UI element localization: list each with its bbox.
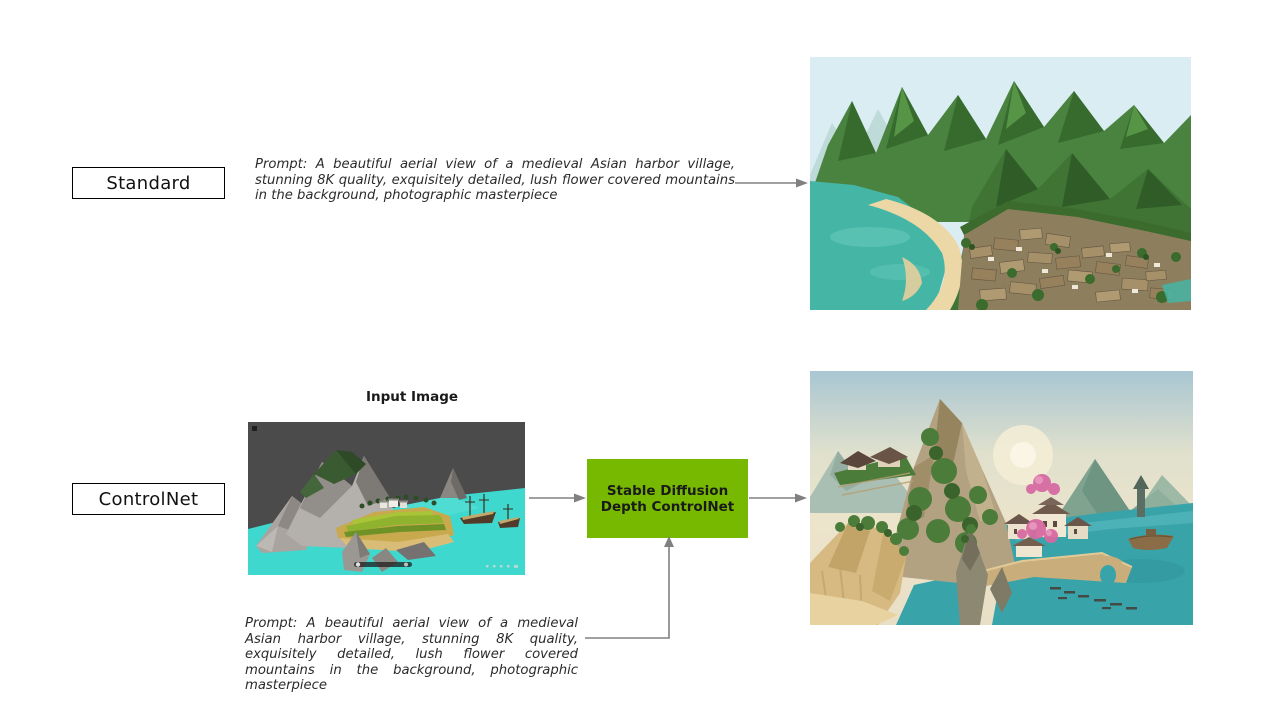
controlnet-output-image bbox=[810, 371, 1193, 625]
standard-output-image bbox=[810, 57, 1191, 310]
island-village-photo-illustration bbox=[810, 371, 1193, 625]
bent-up-arrow-icon bbox=[581, 533, 681, 645]
model-box-line2: Depth ControlNet bbox=[600, 498, 735, 515]
standard-label-box bbox=[72, 167, 225, 199]
standard-prompt-text: Prompt: A beautiful aerial view of a medieval Asian harbor village, stunning 8K quality, exquisitely detailed, lush flower covered mountains in the background, photographic masterpiece bbox=[255, 157, 735, 204]
controlnet-input-image bbox=[248, 422, 525, 575]
right-arrow-icon bbox=[529, 491, 587, 505]
input-image-label: Input Image bbox=[365, 389, 459, 405]
controlnet-label-box bbox=[72, 483, 225, 515]
right-arrow-icon bbox=[749, 491, 808, 505]
controlnet-label: ControlNet bbox=[98, 488, 199, 510]
low-poly-render-illustration bbox=[248, 422, 525, 575]
right-arrow-icon bbox=[735, 176, 809, 190]
controlnet-prompt-text: Prompt: A beautiful aerial view of a medieval Asian harbor village, stunning 8K quality, exquisitely detailed, lush flower covered mountains in the background, photographic masterpiece bbox=[245, 616, 578, 694]
harbor-village-photo-illustration bbox=[810, 57, 1191, 310]
model-box-line1: Stable Diffusion bbox=[606, 482, 729, 499]
standard-label: Standard bbox=[106, 172, 191, 194]
model-box bbox=[587, 459, 748, 538]
